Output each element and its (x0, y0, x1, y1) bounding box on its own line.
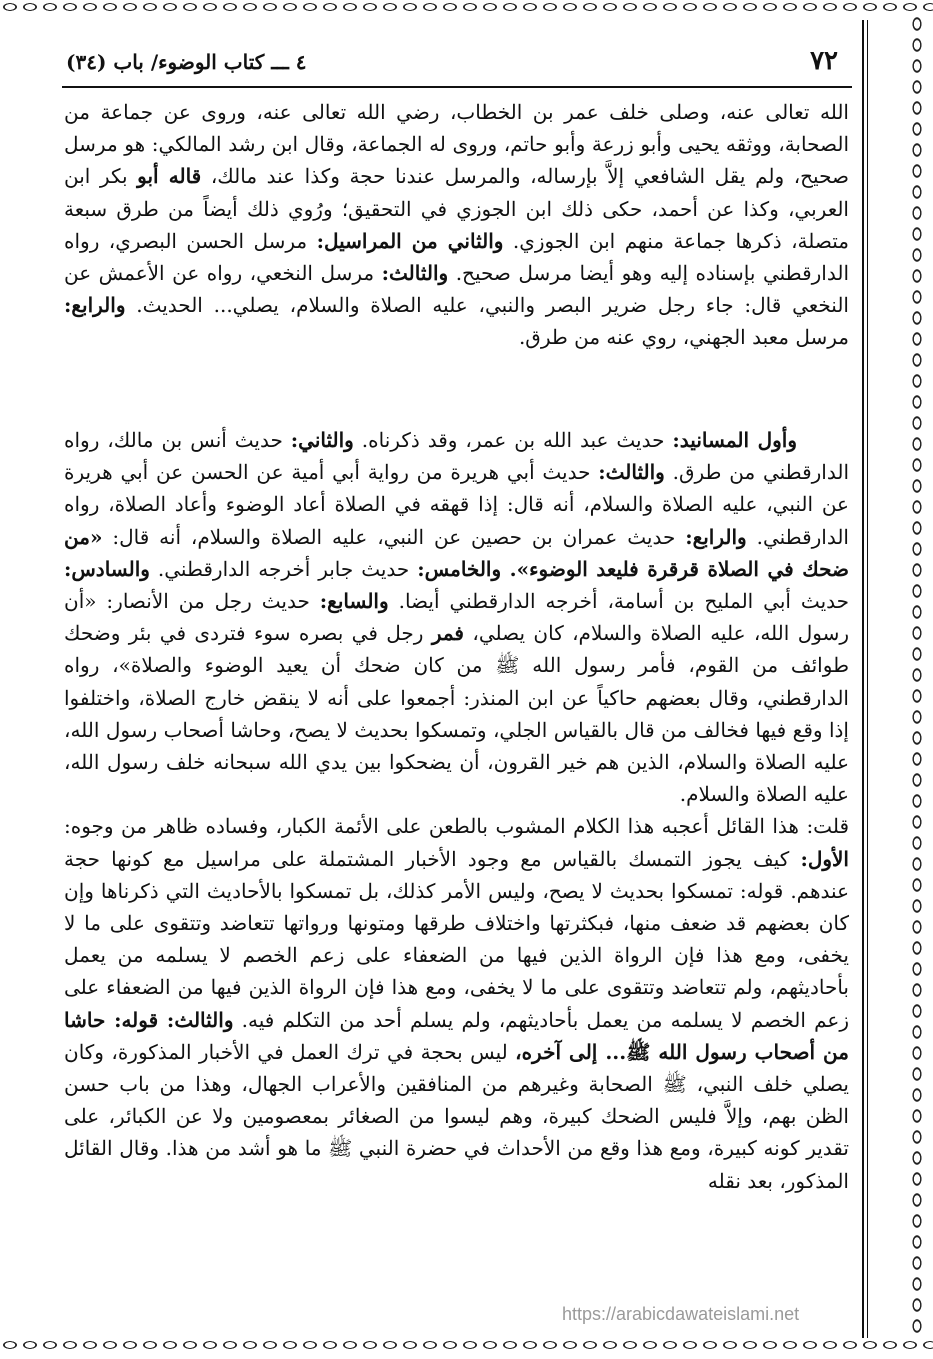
ornamental-border-top (0, 0, 933, 14)
paragraph-1: الله تعالى عنه، وصلى خلف عمر بن الخطاب، رضي الله تعالى عنه، وروى عن جماعة من الصحابة، ووثقه يحيى وأبو زرعة وأبو حاتم، وروى له الجماعة، وقال ابن رشد المالكي: هو مرسل صحيح، ولم يقل الشافعي إلاَّ بإرساله، والمرسل عندنا حجة وكذا عند مالك، قاله أبو بكر ابن العربي، وكذا عن أحمد، حكى ذلك ابن الجوزي في التحقيق؛ ورُوي ذلك أيضاً من طرق سبعة متصلة، ذكرها جماعة منهم ابن الجوزي. والثاني من المراسيل: مرسل الحسن البصري، رواه الدارقطني بإسناده إليه وهو أيضا مرسل صحيح. والثالث: مرسل النخعي، رواه عن الأعمش عن النخعي قال: جاء رجل ضرير البصر والنبي، عليه الصلاة والسلام، يصلي... الحديث. والرابع: مرسل معبد الجهني، روي عنه من طرق. (64, 100, 850, 350)
text-block-main (64, 424, 849, 1197)
paragraph-2: وأول المسانيد: حديث عبد الله بن عمر، وقد ذكرناه. والثاني: حديث أنس بن مالك، رواه الدارقطني من طرق. والثالث: حديث أبي هريرة من رواية أبي أمية عن الحسن عن أبي هريرة عن النبي، عليه الصلاة والسلام، أنه قال: إذا قهقه في الصلاة أعاد الوضوء وأعاد الصلاة، رواه الدارقطني. والرابع: حديث عمران بن حصين عن النبي، عليه الصلاة والسلام، أنه قال: «من ضحك في الصلاة قرقرة فليعد الوضوء». والخامس: حديث جابر أخرجه الدارقطني. والسادس: حديث أبي المليح بن أسامة، أخرجه الدارقطني أيضا. والسابع: حديث رجل من الأنصار: «أن رسول الله، عليه الصلاة والسلام، كان يصلي، فمر رجل في بصره سوء فتردى في بئر وضحك طوائف من القوم، فأمر رسول الله ﷺ من كان ضحك أن يعيد الوضوء والصلاة»، رواه الدارقطني، وقال بعضهم حاكياً عن ابن المنذر: أجمعوا على أنه لا ينقض خارج الصلاة، واختلفوا إذا وقع فيها فخالف من قال بالقياس الجلي، وتمسكوا بحديث لا يصح، وحاشا أصحاب رسول الله، عليه الصلاة والسلام، الذين هم خير القرون، أن يضحكوا بين يدي الله سبحانه خلف رسول الله، عليه الصلاة والسلام. (64, 428, 850, 807)
text-block-top (64, 96, 849, 354)
watermark-url: https://arabicdawateislami.net (562, 1304, 800, 1324)
header-rule (62, 86, 852, 88)
page-number: ٧٢ (810, 46, 838, 76)
frame-rule-inner (867, 20, 868, 1338)
paragraph-3: قلت: هذا القائل أعجبه هذا الكلام المشوب بالطعن على الأئمة الكبار، وفساده ظاهر من وجوه: الأول: كيف يجوز التمسك بالقياس مع وجود الأخبار المشتملة على مراسيل مع كونها حجة عندهم. قوله: تمسكوا بحديث لا يصح، وليس الأمر كذلك، بل تمسكوا بالأحاديث التي ذكرناها وإن كان بعضهم قد ضعف منها، فبكثرتها واختلاف طرقها ومتونها ورواتها تتعاضد وتتقوى على ما لا يخفى، ومع هذا فإن الرواة الذين فيها من الضعفاء على زعم الخصم لا يسلمه من يعمل بأحاديثهم، ولم تتعاضد وتتقوى على ما لا يخفى، ومع هذا فإن الرواة الذين فيها من الضعفاء على زعم الخصم لا يسلمه من يعمل بأحاديثهم، ولم يسلم أحد من التكلم فيه. والثالث: قوله: حاشا من أصحاب رسول الله ﷺ... إلى آخره، ليس بحجة في ترك العمل في الأخبار المذكورة، وكان يصلي خلف النبي، ﷺ الصحابة وغيرهم من المنافقين والأعراب الجهال، وهذا من باب حسن الظن بهم، وإلاَّ فليس الضحك كبيرة، وهم ليسوا من الصغائر بمعصومين ولا عن الكبائر، على تقدير كونه كبيرة، ومع هذا وقع من الأحداث في حضرة النبي ﷺ ما هو أشد من هذا. وقال القائل المذكور، بعد نقله (64, 814, 850, 1193)
ornamental-border-right (906, 14, 928, 1338)
ornamental-border-bottom (0, 1338, 933, 1352)
frame-rule (862, 20, 864, 1338)
page-header (60, 44, 850, 84)
running-title: ٤ ـــ كتاب الوضوء/ باب (٣٤) (66, 50, 307, 74)
